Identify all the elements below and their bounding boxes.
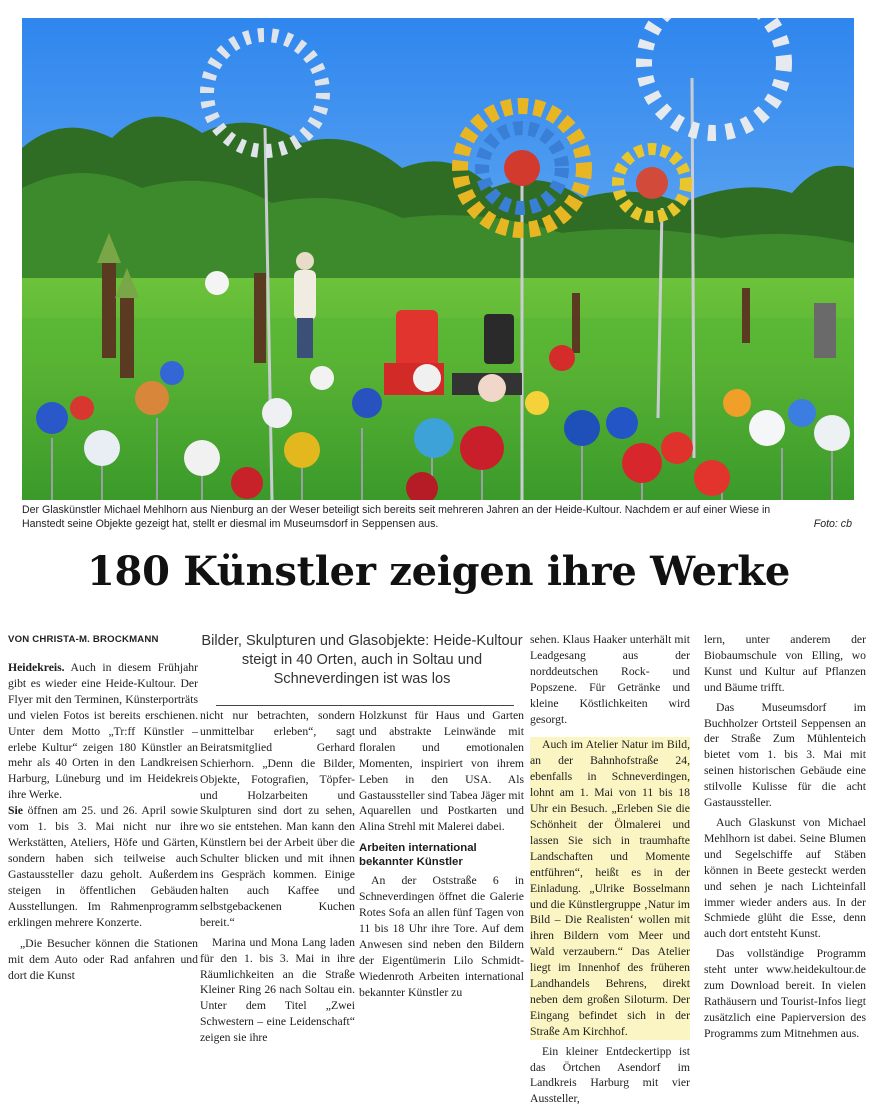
paragraph: „Die Besucher können die Stationen mit dem Auto oder Rad anfahren und dort die Kunst [8, 937, 198, 983]
column-3 [359, 708, 524, 1001]
column-4 [530, 632, 690, 1107]
paragraph: Auch Glaskunst von Michael Mehlhorn ist dabei. Seine Blumen und Segelschiffe auf Stäben können in Beete gesteckt werden und sehen je nach Lichteinfall immer wieder anders aus. In der Schmiede glüht die Esse, denn auch dort entsteht Kunst. [704, 815, 866, 941]
column-2 [200, 708, 355, 1046]
paragraph [8, 660, 198, 803]
paragraph: sehen. Klaus Haaker unterhält mit Leadgesang aus der norddeutschen Rock- und Popszene. Für Getränke und kleine Köstlichkeiten wird gesorgt. [530, 633, 690, 726]
dateline: Heidekreis. [8, 661, 65, 674]
paragraph: An der Oststraße 6 in Schneverdingen öffnet die Galerie Rotes Sofa an allen fünf Tagen von 11 bis 18 Uhr ihre Tore. Auf dem Anwesen sind neben den Bildern der Eigentümerin Lilo Schmidt-Wiedenroth Arbeiten international bekannter Künstler zu [359, 874, 524, 999]
photo-garden-glass-sculptures [22, 18, 854, 500]
paragraph: Ein kleiner Entdeckertipp ist das Örtchen Asendorf im Landkreis Harburg mit vier Aussteller, [530, 1044, 690, 1106]
caption-text: Der Glaskünstler Michael Mehlhorn aus Nienburg an der Weser beteiligt sich bereits seit mehreren Jahren an der Heide-Kultour. Nachdem er auf einer Wiese in Hanstedt seine Objekte gezeigt hat, stellt er diesmal im Museumsdorf in Seppensen aus. [22, 504, 771, 530]
paragraph [8, 803, 198, 930]
paragraph: Das vollständige Programm steht unter www.heidekultour.de zum Download bereit. In vielen Rathäusern und Tourist-Infos liegt zusätzlich eine Papierversion des Programms zum Mitnehmen aus. [704, 947, 866, 1040]
paragraph: Das Museumsdorf im Buchholzer Ortsteil Seppensen an der Straße Zum Mühlenteich bietet vom 1. bis 3. Mai mit seinen historischen Gebäude eine stilvolle Kulisse für die acht Gastaussteller. [704, 700, 866, 810]
photo-caption [22, 503, 854, 531]
article-photo [22, 18, 854, 500]
paragraph-lead: Sie [8, 804, 23, 818]
column-1 [8, 660, 198, 984]
highlighted-paragraph: Auch im Atelier Natur im Bild, an der Bahnhofstraße 24, ebenfalls in Schneverdingen, lohnt am 1. Mai von 11 bis 18 Uhr ein Besuch. „Erleben Sie die Schönheit der Ölmalerei und lassen Sie sich in traumhafte Landschaften und Momente entführen“, heißt es in der Einladung. „Ulrike Bosselmann und die Künstlergruppe ‚Natur im Bild – Die Realisten‘ wollen mit ihren Bildern vom Meer und Wald verzaubern.“ Das Atelier liegt im Innenhof des früheren Landhandels Behrens, direkt neben dem großen Siloturm. Der Eingang befindet sich in der Straße Am Kirchhof. [530, 738, 690, 1038]
column-5 [704, 632, 866, 1042]
paragraph-text: Auch in diesem Frühjahr gibt es wieder eine Heide-Kultour. Der Flyer mit den Terminen, Künsterporträts und vielen Fotos ist bereits erschienen. Unter dem Motto „Tr:ff Künstler – erlebe Kultur“ zeigen 180 Künstler an mehr als 40 Orten in den Landkreisen Harburg, Lüneburg und im Heidekreis ihre Werke. [8, 661, 198, 802]
headline: 180 Künstler zeigen ihre Werke [87, 548, 790, 595]
byline: VON CHRISTA-M. BROCKMANN [8, 634, 159, 645]
paragraph-text: öffnen am 25. und 26. April sowie vom 1. bis 3. Mai nicht nur ihre Werkstätten, Ateliers, Höfe und Gärten, sondern haben sich teilweise auch Gastaussteller dazu geholt. Außerdem steigen in öffentlichen Gebäuden Ausstellungen. Im Rahmenprogramm erklingen mehrere Konzerte. [8, 804, 198, 929]
section-heading: Arbeiten international bekannter Künstler [359, 842, 477, 869]
paragraph: lern, unter anderem der Biobaumschule von Elling, wo Kunst und Kultur auf Pflanzen und Bäume trifft. [704, 633, 866, 694]
subhead-divider [216, 705, 514, 706]
paragraph: nicht nur betrachten, sondern unmittelbar erleben“, sagt Beiratsmitglied Gerhard Schierhorn. „Denn die Bilder, Objekte, Fotografien, Töpfer- und Holzarbeiten und Skulpturen sind dort zu sehen, wo sie entstehen. Man kann den Künstlern bei der Arbeit über die Schulter blicken und mit ihnen ins Gespräch kommen. Einige halten auch Kaffee und selbstgebackenen Kuchen bereit.“ [200, 709, 355, 929]
paragraph: Holzkunst für Haus und Garten und abstrakte Leinwände mit floralen und emotionalen Momenten, inspiriert von ihrem Leben in den USA. Als Gastaussteller sind Tabea Jäger mit Aquarellen und Postkarten und Alina Strehl mit Malerei dabei. [359, 709, 524, 834]
photo-credit: Foto: cb [813, 518, 852, 530]
paragraph: Marina und Mona Lang laden für den 1. bis 3. Mai in ihre Räumlichkeiten an die Straße Kleiner Ring 26 nach Soltau ein. Unter dem Titel „Zwei Schwestern – eine Leidenschaft“ zeigen sie ihre [200, 935, 355, 1045]
subheadline: Bilder, Skulpturen und Glasobjekte: Heide-Kultour steigt in 40 Orten, auch in Soltau und Schneverdingen ist was los [201, 633, 523, 687]
